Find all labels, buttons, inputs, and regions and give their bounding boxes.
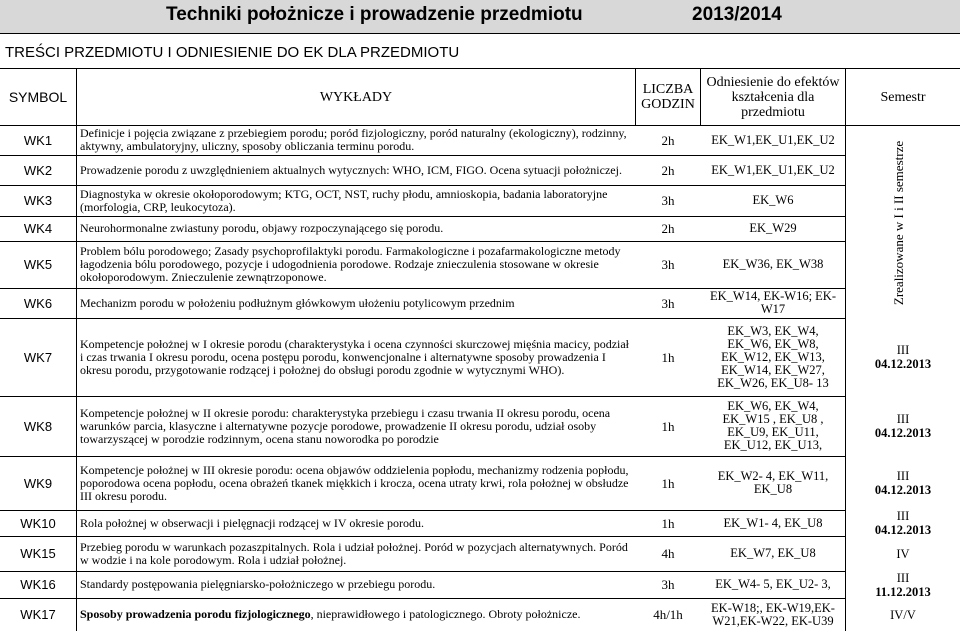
semester-date: 04.12.2013: [874, 426, 932, 440]
semester-date: 04.12.2013: [874, 523, 932, 536]
semester-vertical-text: Zrealizowane w I i II semestrze: [891, 140, 906, 306]
row-ek-reference: EK_W6, EK_W4, EK_W15 , EK_U8 , EK_U9, EK_U11, EK_U12, EK_U13,: [722, 399, 824, 452]
row-description: Neurohormonalne zwiastuny porodu, objawy rozpoczynającego się porodu.: [80, 221, 444, 235]
row-ek-reference: EK_W29: [749, 221, 797, 235]
row-symbol: WK7: [23, 349, 53, 365]
row-symbol: WK8: [23, 418, 53, 434]
semester-date: 04.12.2013: [874, 357, 932, 371]
row-description: Rola położnej w obserwacji i pielęgnacji rodzącej w IV okresie porodu.: [80, 515, 424, 530]
row-hours: 1h: [661, 418, 675, 434]
row-semester: [846, 396, 960, 456]
section-subtitle-bar: [0, 34, 960, 69]
row-symbol: WK15: [20, 546, 56, 561]
row-description-rest: , nieprawidłowego i patologicznego. Obroty położnicze.: [310, 607, 581, 621]
row-symbol: WK10: [20, 515, 56, 531]
semester-date: 11.12.2013: [875, 584, 931, 598]
row-description: Kompetencje położnej w III okresie porodu: ocena objawów oddzielenia popłodu, mechanizmy rodzenia popłodu, poporodowa ocena popłodu, ocena obrażeń tkanek miękkich i krocza, ocena utraty krwi, rola położnej w obsłudze III okresu porodu.: [80, 462, 629, 503]
header-hours: LICZBA GODZIN: [641, 82, 695, 112]
row-semester: [846, 456, 960, 510]
row-description: Problem bólu porodowego; Zasady psychoprofilaktyki porodu. Farmakologiczne i pozafarmakologiczne metody łagodzenia bólu porodowego, pozycje i udogodnienia porodowe. Rodzaje znieczulenia stosowane w okresie okołoporodowym. Znieczulenie zewnątrzoponowe.: [80, 244, 621, 284]
row-ek-reference: EK_W3, EK_W4, EK_W6, EK_W8, EK_W12, EK_W13, EK_W14, EK_W27, EK_W26, EK_U8- 13: [717, 323, 829, 390]
section-subtitle: TREŚCI PRZEDMIOTU I ODNIESIENIE DO EK DLA PRZEDMIOTU: [5, 44, 460, 61]
row-hours: 1h: [661, 475, 675, 491]
row-hours: 4h/1h: [653, 607, 683, 622]
row-ek-reference: EK-W18;, EK-W19,EK-W21,EK-W22, EK-U39: [711, 600, 835, 628]
header-lectures: WYKŁADY: [319, 89, 393, 105]
semester-number: III: [896, 510, 910, 523]
row-description: Standardy postępowania pielęgniarsko-położniczego w przebiegu porodu.: [80, 577, 436, 591]
header-symbol: SYMBOL: [8, 88, 68, 105]
semester-number: III: [896, 469, 910, 483]
row-symbol: WK16: [20, 577, 56, 592]
row-description: Diagnostyka w okresie okołoporodowym; KTG, OCT, NST, ruchy płodu, amnioskopia, badania laboratoryjne (morfologia, CRP, leukocytoza).: [80, 186, 608, 214]
grid-line: [635, 69, 636, 125]
row-hours: 1h: [661, 515, 675, 531]
semester-number: IV/V: [890, 607, 916, 622]
row-symbol: WK3: [23, 193, 53, 208]
row-description-bold: Sposoby prowadzenia porodu fizjologicznego: [80, 607, 311, 621]
row-hours: 2h: [661, 132, 675, 148]
grid-line: [700, 69, 701, 125]
row-hours: 3h: [661, 295, 675, 311]
row-symbol: WK9: [23, 475, 53, 491]
academic-year: 2013/2014: [692, 4, 782, 25]
semester-date: 04.12.2013: [874, 483, 932, 497]
row-description: Mechanizm porodu w położeniu podłużnym główkowym ułożeniu potylicowym przednim: [80, 295, 515, 310]
row-symbol: WK17: [20, 607, 56, 622]
row-description: Definicje i pojęcia związane z przebiegiem porodu; poród fizjologiczny, poród naturalny (ekologiczny), rodzinny, aktywny, ambulatoryjny, uliczny, sposoby obliczania terminu porodu.: [80, 126, 627, 153]
row-symbol: WK2: [23, 162, 53, 178]
row-semester: [846, 598, 960, 631]
row-semester: [846, 536, 960, 571]
row-semester: [846, 510, 960, 536]
row-ek-reference: EK_W14, EK-W16; EK-W17: [709, 289, 836, 316]
document-title: Techniki położnicze i prowadzenie przedmiotu: [166, 4, 583, 25]
row-hours: 3h: [661, 577, 675, 592]
semester-vertical-note: [888, 140, 910, 306]
row-symbol: WK4: [23, 221, 53, 236]
row-semester: [846, 571, 960, 598]
row-symbol: WK6: [23, 295, 53, 311]
row-ek-reference: EK_W1,EK_U1,EK_U2: [711, 132, 835, 147]
row-semester: [846, 318, 960, 396]
header-semester: Semestr: [880, 89, 926, 105]
row-description: Prowadzenie porodu z uwzględnieniem aktualnych wytycznych: WHO, ICM, FIGO. Ocena sytuacji położniczej.: [80, 162, 622, 177]
row-ek-reference: EK_W4- 5, EK_U2- 3,: [715, 577, 831, 591]
row-hours: 3h: [661, 257, 675, 272]
row-description: Kompetencje położnej w II okresie porodu: charakterystyka przebiegu i czasu trwania II okresu porodu, ocena warunków parcia, klasyczne i alternatywne pozycje porodowe, prowadzenie II okresu porodu, udział osoby towarzyszącej w porodzie rodzinnym, ocena stanu noworodka po porodzie: [80, 405, 611, 446]
semester-number: IV: [896, 546, 910, 561]
row-description: [80, 598, 635, 631]
row-ek-reference: EK_W6: [752, 193, 794, 207]
semester-number: III: [896, 343, 910, 357]
row-ek-reference: EK_W1,EK_U1,EK_U2: [711, 162, 835, 177]
row-hours: 2h: [661, 162, 675, 178]
row-hours: 4h: [661, 546, 675, 561]
row-ek-reference: EK_W7, EK_U8: [730, 546, 816, 560]
row-ek-reference: EK_W36, EK_W38: [722, 257, 824, 271]
document-header: [0, 0, 960, 34]
header-reference: Odniesienie do efektów kształcenia dla przedmiotu: [706, 74, 840, 120]
row-ek-reference: EK_W2- 4, EK_W11, EK_U8: [717, 469, 829, 496]
row-description: Przebieg porodu w warunkach pozaszpitalnych. Rola i udział położnej. Poród w pozycjach alternatywnych. Poród w wodzie i na kole porodowym. Rola i udział położnej.: [80, 539, 628, 567]
row-hours: 1h: [661, 349, 675, 365]
semester-number: III: [896, 571, 910, 585]
semester-number: III: [896, 412, 910, 426]
row-ek-reference: EK_W1- 4, EK_U8: [723, 515, 823, 530]
row-symbol: WK1: [23, 132, 53, 148]
grid-line: [76, 69, 77, 631]
row-hours: 3h: [661, 193, 675, 208]
row-description: Kompetencje położnej w I okresie porodu (charakterystyka i ocena czynności skurczowej mięśnia macicy, podział i czas trwania I okresu porodu, ocena postępu porodu, konwencjonalne i alternatywne sposoby prowadzenia I okresu porodu, przygotowanie rodzącej i położnej do obsługi porodu zgodnie w wytycznymi WHO).: [80, 336, 630, 377]
row-hours: 2h: [661, 221, 675, 236]
row-symbol: WK5: [23, 257, 53, 272]
